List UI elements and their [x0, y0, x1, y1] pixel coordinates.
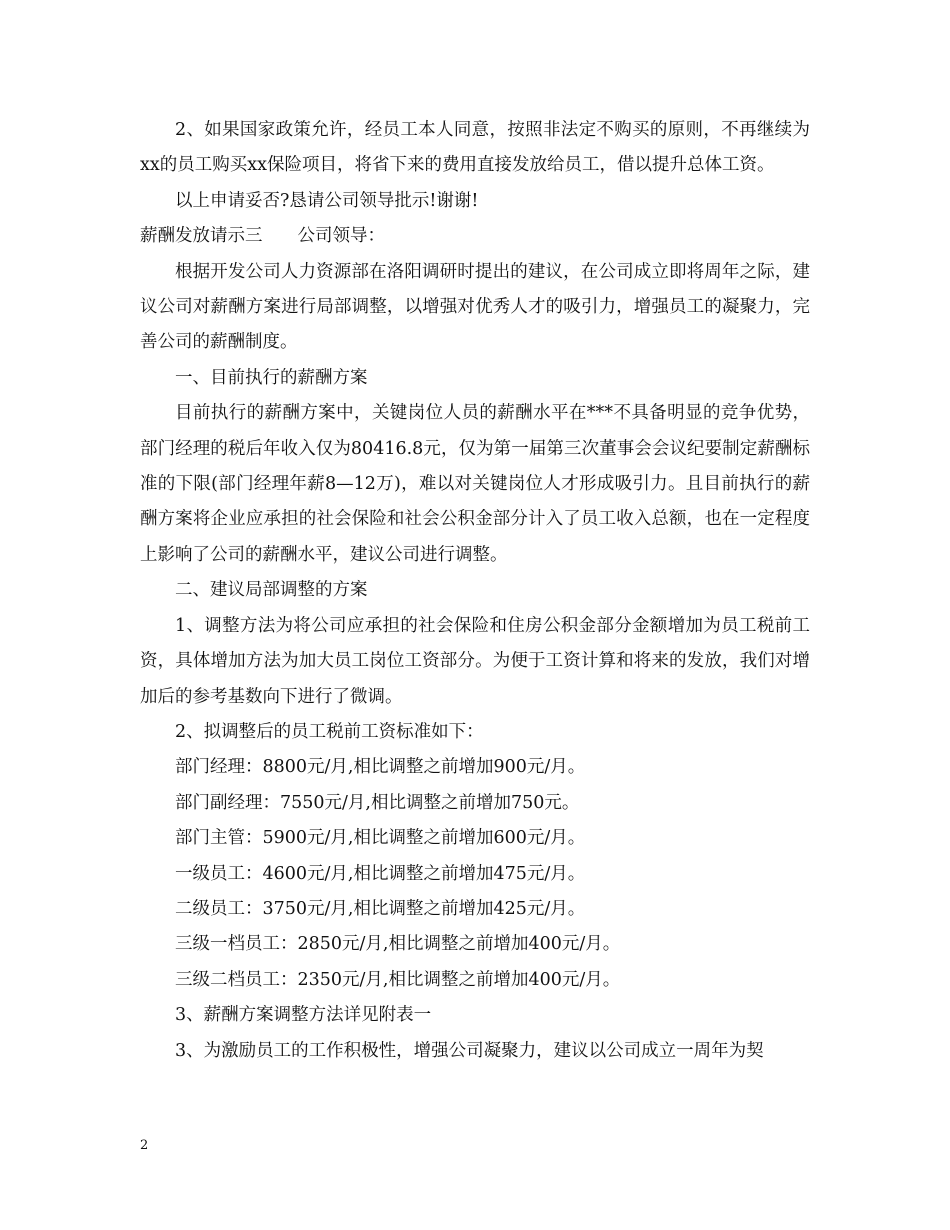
paragraph-see-appendix: 3、薪酬方案调整方法详见附表一 [175, 1005, 432, 1026]
paragraph-request-approval: 以上申请妥否?恳请公司领导批示!谢谢! [175, 190, 479, 211]
list-item-level-three-grade-one: 三级一档员工：2850元/月,相比调整之前增加400元/月。 [175, 934, 621, 955]
list-item-level-two-staff: 二级员工：3750元/月,相比调整之前增加425元/月。 [175, 898, 586, 919]
paragraph-salary-standard-intro: 2、拟调整后的员工税前工资标准如下： [175, 721, 484, 742]
paragraph-heading-salary-request-three: 薪酬发放请示三 公司领导： [140, 226, 385, 247]
paragraph-current-plan: 目前执行的薪酬方案中，关键岗位人员的薪酬水平在***不具备明显的竞争优势，部门经理的税后年收入仅为80416.8元，仅为第一届第三次董事会会议纪要制定薪酬标准的下限(部门经理年薪8—12万)，难以对关键岗位人才形成吸引力。且目前执行的薪酬方案将企业应承担的社会保险和社会公积金部分计入了员工收入总额，也在一定程度上影响了公司的薪酬水平，建议公司进行调整。 [140, 403, 810, 565]
list-item-level-one-staff: 一级员工：4600元/月,相比调整之前增加475元/月。 [175, 863, 586, 884]
list-item-deputy-manager: 部门副经理：7550元/月,相比调整之前增加750元。 [175, 792, 580, 813]
page-number: 2 [140, 1138, 149, 1153]
list-item-level-three-grade-two: 三级二档员工：2350元/月,相比调整之前增加400元/月。 [175, 969, 621, 990]
paragraph-insurance-proposal: 2、如果国家政策允许，经员工本人同意，按照非法定不购买的原则，不再继续为xx的员工购买xx保险项目，将省下来的费用直接发放给员工，借以提升总体工资。 [140, 120, 810, 176]
list-item-department-supervisor: 部门主管：5900元/月,相比调整之前增加600元/月。 [175, 828, 586, 849]
section-heading-current-plan: 一、目前执行的薪酬方案 [175, 367, 368, 388]
paragraph-incentive-proposal: 3、为激励员工的工作积极性，增强公司凝聚力，建议以公司成立一周年为契 [175, 1040, 764, 1061]
document-body [140, 113, 810, 1069]
paragraph-adjustment-method: 1、调整方法为将公司应承担的社会保险和住房公积金部分金额增加为员工税前工资，具体增加方法为加大员工岗位工资部分。为便于工资计算和将来的发放，我们对增加后的参考基数向下进行了微调。 [140, 615, 810, 707]
list-item-department-manager: 部门经理：8800元/月,相比调整之前增加900元/月。 [175, 757, 586, 778]
paragraph-introduction: 根据开发公司人力资源部在洛阳调研时提出的建议，在公司成立即将周年之际，建议公司对薪酬方案进行局部调整，以增强对优秀人才的吸引力，增强员工的凝聚力，完善公司的薪酬制度。 [140, 261, 810, 353]
section-heading-adjustment-plan: 二、建议局部调整的方案 [175, 580, 368, 601]
